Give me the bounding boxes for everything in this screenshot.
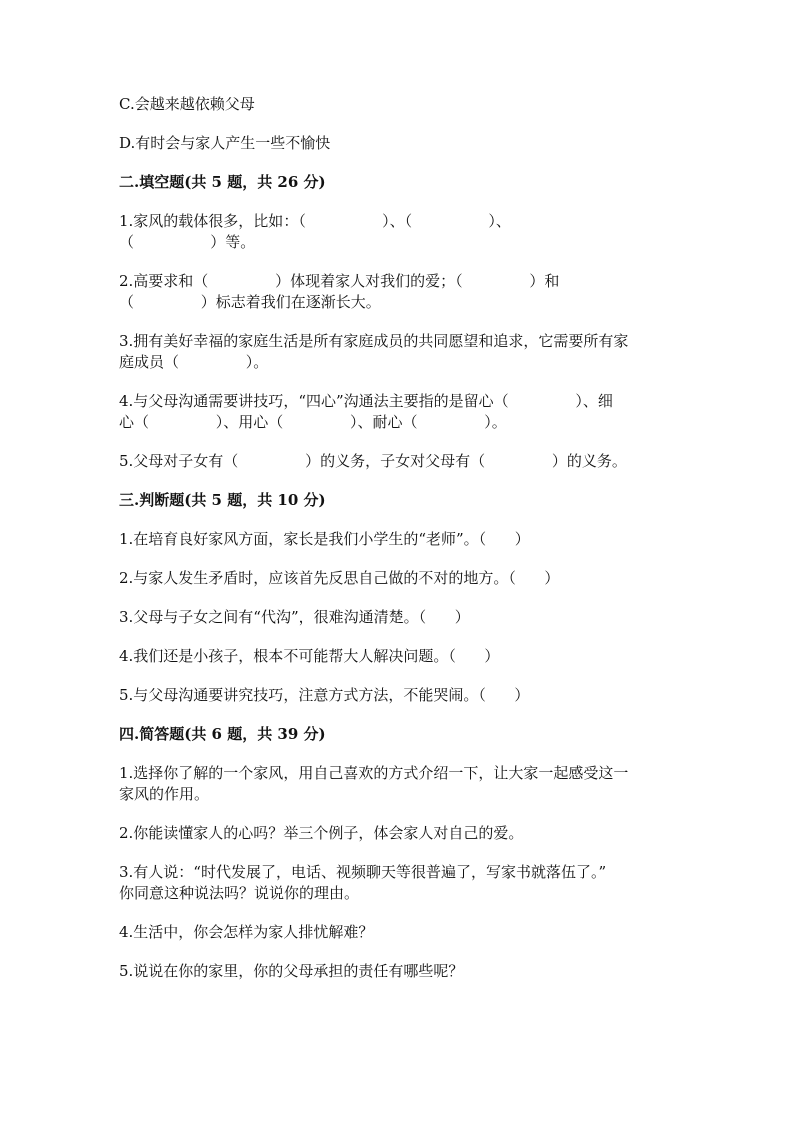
question-line: （ ）标志着我们在逐渐长大。 <box>119 293 381 311</box>
question-line: 4.生活中，你会怎样为家人排忧解难？ <box>119 923 374 941</box>
question-line: 3.拥有美好幸福的家庭生活是所有家庭成员的共同愿望和追求，它需要所有家 <box>119 332 629 350</box>
true-false-question-2: 2.与家人发生矛盾时，应该首先反思自己做的不对的地方。（ ） <box>119 569 560 587</box>
question-line: 4.与父母沟通需要讲技巧，“四心”沟通法主要指的是留心（ ）、细 <box>119 392 613 410</box>
section-true-false-title: 三.判断题(共 5 题，共 10 分) <box>119 491 326 509</box>
question-line: 2.高要求和（ ）体现着家人对我们的爱；（ ）和 <box>119 272 560 290</box>
fill-blank-question-5 <box>119 451 679 472</box>
true-false-question-3: 3.父母与子女之间有“代沟”，很难沟通清楚。（ ） <box>119 608 470 626</box>
true-false-question-5: 5.与父母沟通要讲究技巧，注意方式方法，不能哭闹。（ ） <box>119 686 530 704</box>
fill-blank-question-4 <box>119 391 679 433</box>
true-false-question-4: 4.我们还是小孩子，根本不可能帮大人解决问题。（ ） <box>119 647 500 665</box>
question-line: 心（ ）、用心（ ）、耐心（ ）。 <box>119 413 507 431</box>
question-line: 家风的作用。 <box>119 785 210 803</box>
short-answer-question-1 <box>119 763 679 805</box>
short-answer-question-2 <box>119 823 679 844</box>
section-fill-blank-title: 二.填空题(共 5 题，共 26 分) <box>119 173 326 191</box>
question-line: （ ）等。 <box>119 233 256 251</box>
question-line: 3.有人说：“时代发展了，电话、视频聊天等很普遍了，写家书就落伍了。” <box>119 863 607 881</box>
fill-blank-question-1 <box>119 211 679 253</box>
question-line: 庭成员（ ）。 <box>119 353 269 371</box>
choice-option-c: C.会越来越依赖父母 <box>119 95 255 113</box>
choice-option-d: D.有时会与家人产生一些不愉快 <box>119 134 331 152</box>
true-false-question-1: 1.在培育良好家风方面，家长是我们小学生的“老师”。（ ） <box>119 530 530 548</box>
question-line: 5.父母对子女有（ ）的义务，子女对父母有（ ）的义务。 <box>119 452 627 470</box>
question-line: 1.家风的载体很多，比如：（ ）、（ ）、 <box>119 212 511 230</box>
question-line: 你同意这种说法吗？说说你的理由。 <box>119 884 360 902</box>
fill-blank-question-3 <box>119 331 679 373</box>
question-line: 1.选择你了解的一个家风，用自己喜欢的方式介绍一下，让大家一起感受这一 <box>119 764 629 782</box>
short-answer-question-3 <box>119 862 679 904</box>
short-answer-question-4 <box>119 922 679 943</box>
short-answer-question-5 <box>119 961 679 982</box>
question-line: 5.说说在你的家里，你的父母承担的责任有哪些呢？ <box>119 962 464 980</box>
section-short-answer-title: 四.简答题(共 6 题，共 39 分) <box>119 725 326 743</box>
fill-blank-question-2 <box>119 271 679 313</box>
question-line: 2.你能读懂家人的心吗？举三个例子，体会家人对自己的爱。 <box>119 824 524 842</box>
exam-page <box>119 94 679 982</box>
